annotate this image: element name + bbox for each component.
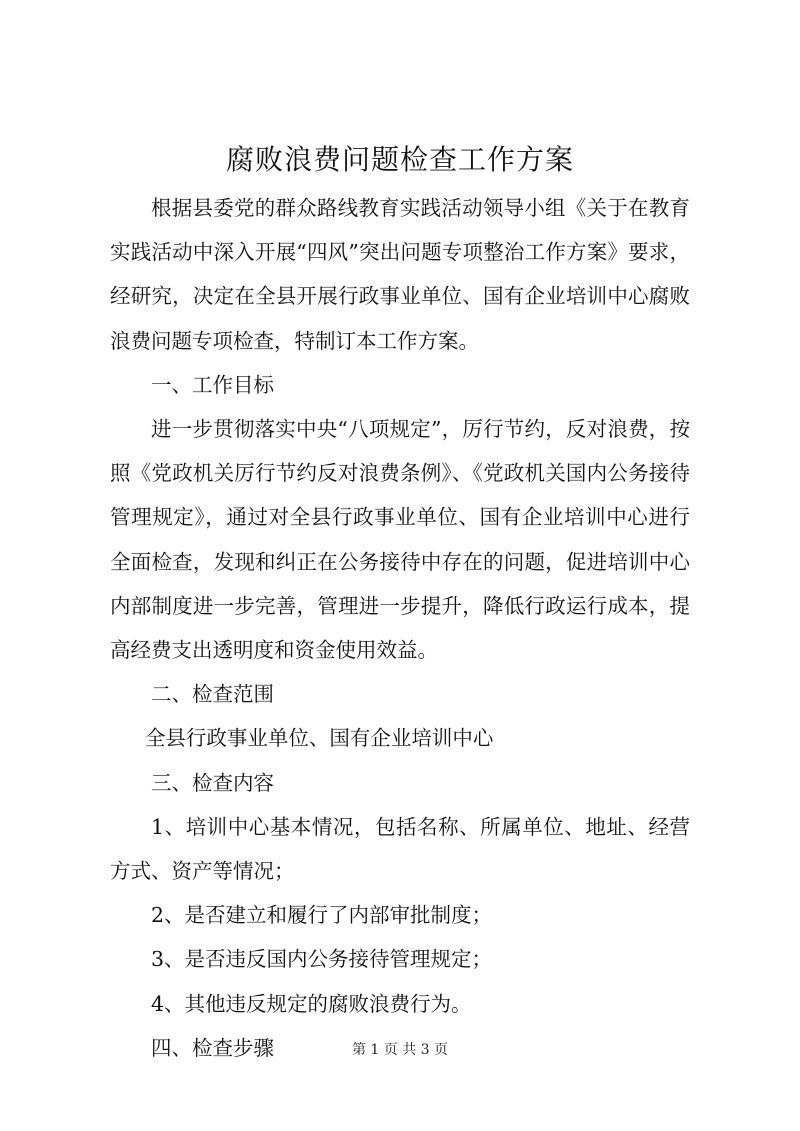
page-footer: 第 1 页 共 3 页 [351, 1042, 449, 1058]
content-item-3: 3、是否违反国内公务接待管理规定； [151, 947, 493, 972]
section-heading-goals: 一、工作目标 [151, 372, 274, 397]
content-item-2: 2、是否建立和履行了内部审批制度； [151, 903, 493, 928]
section-heading-scope: 二、检查范围 [151, 682, 274, 707]
content-item-1: 1、培训中心基本情况，包括名称、所属单位、地址、经营方式、资产等情况； [110, 814, 690, 884]
section-heading-steps: 四、检查步骤 [151, 1035, 274, 1060]
goals-paragraph: 进一步贯彻落实中央“八项规定”，厉行节约，反对浪费，按照《党政机关厉行节约反对浪费条例》、《党政机关国内公务接待管理规定》，通过对全县行政事业单位、国有企业培训中心进行全面检查，发现和纠正在公务接待中存在的问题，促进培训中心内部制度进一步完善，管理进一步提升，降低行政运行成本，提高经费支出透明度和资金使用效益。 [110, 417, 690, 663]
document-body [110, 186, 690, 1070]
intro-paragraph: 根据县委党的群众路线教育实践活动领导小组《关于在教育实践活动中深入开展“四风”突出问题专项整治工作方案》要求，经研究，决定在全县开展行政事业单位、国有企业培训中心腐败浪费问题专项检查，特制订本工作方案。 [110, 196, 690, 353]
document-title: 腐败浪费问题检查工作方案 [225, 143, 574, 176]
content-item-4: 4、其他违反规定的腐败浪费行为。 [151, 991, 472, 1016]
section-heading-content: 三、检查内容 [151, 770, 274, 795]
scope-paragraph: 全县行政事业单位、国有企业培训中心 [144, 726, 494, 751]
